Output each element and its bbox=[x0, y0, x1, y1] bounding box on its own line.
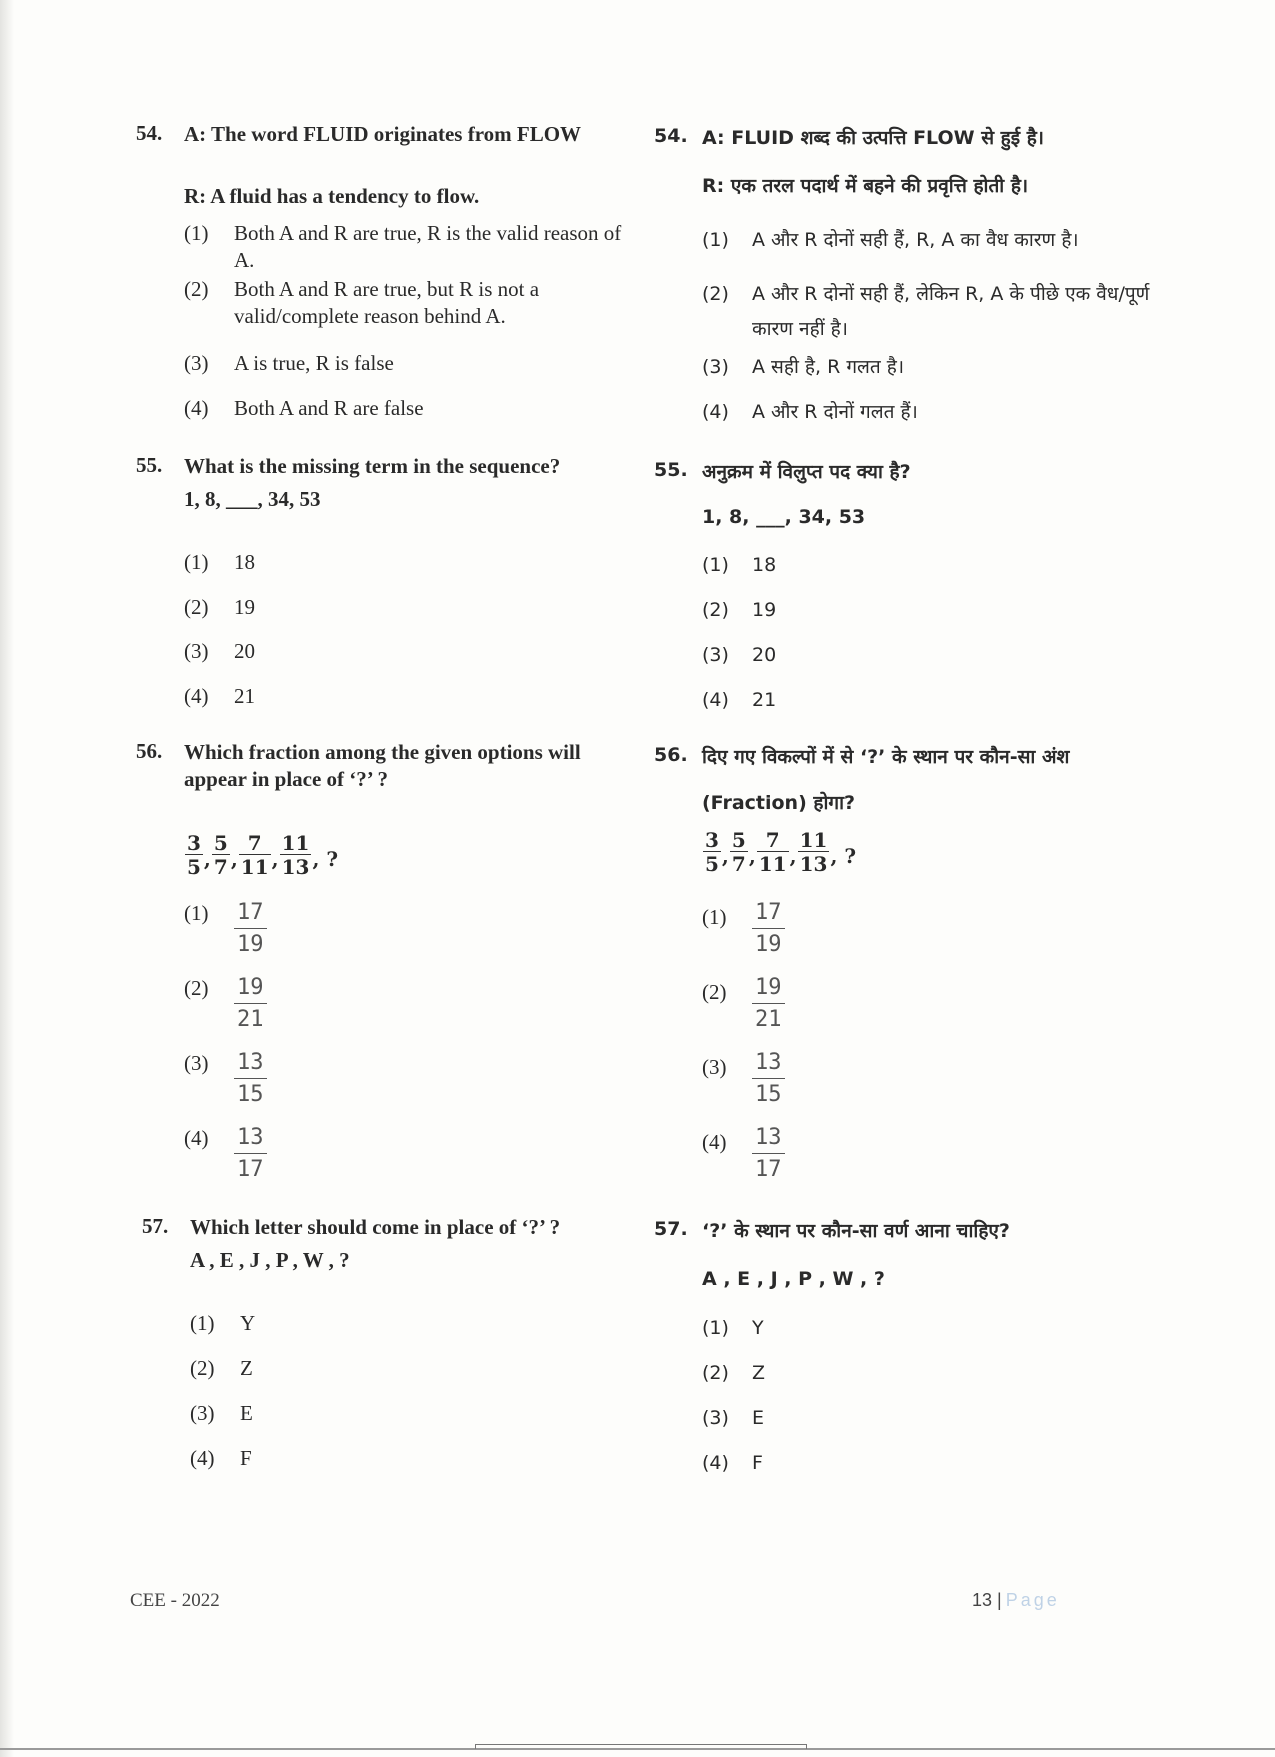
option-text: Z bbox=[752, 1362, 766, 1384]
option-number: (4) bbox=[702, 401, 729, 423]
option-text: Z bbox=[240, 1356, 253, 1380]
question-number: 54. bbox=[136, 121, 163, 145]
page-number-value: 13 bbox=[972, 1590, 993, 1610]
option-text: F bbox=[240, 1446, 252, 1470]
option-text: A और R दोनों गलत हैं। bbox=[752, 401, 918, 423]
option-number: (2) bbox=[190, 1356, 215, 1380]
option-text: E bbox=[752, 1407, 765, 1429]
option-text: F bbox=[752, 1452, 763, 1474]
option-number: (3) bbox=[702, 1407, 729, 1429]
sequence-fraction: $\frac{11}{13}$ bbox=[799, 828, 828, 876]
option-number: (1) bbox=[702, 229, 729, 251]
option-number: (4) bbox=[184, 1126, 209, 1150]
option-text: Both A and R are true, but R is not a valid/complete reason behind A. bbox=[234, 277, 540, 328]
question-text: What is the missing term in the sequence? bbox=[184, 454, 561, 478]
option-text: 18 bbox=[234, 550, 255, 574]
question-text: ‘?’ के स्थान पर कौन-सा वर्ण आना चाहिए? bbox=[702, 1220, 1010, 1242]
option-number: (2) bbox=[184, 595, 209, 619]
option-number: (3) bbox=[184, 1051, 209, 1075]
question-text: Which fraction among the given options will appear in place of ‘?’ ? bbox=[184, 740, 581, 791]
sequence-tail: , ? bbox=[830, 844, 857, 868]
option-text: A सही है, R गलत है। bbox=[752, 356, 905, 378]
fraction-sequence: $\frac{3}{5}$ , $\frac{5}{7}$ , $\frac{7}{11}$ , $\frac{11}{13}$ , ? bbox=[187, 831, 339, 879]
exam-name: CEE - 2022 bbox=[130, 1590, 220, 1611]
reason-text: R: एक तरल पदार्थ में बहने की प्रवृत्ति होती है। bbox=[702, 175, 1029, 197]
sequence-fraction: $\frac{3}{5}$ bbox=[187, 831, 201, 879]
fraction-sequence: $\frac{3}{5}$ , $\frac{5}{7}$ , $\frac{7}{11}$ , $\frac{11}{13}$ , ? bbox=[705, 828, 857, 876]
sequence: A , E , J , P , W , ? bbox=[702, 1268, 885, 1290]
option-number: (1) bbox=[702, 554, 729, 576]
question-number: 57. bbox=[654, 1218, 688, 1240]
question-number: 54. bbox=[654, 125, 688, 147]
option-text: 21 bbox=[752, 689, 777, 711]
option-text: A और R दोनों सही हैं, लेकिन R, A के पीछे एक वैध/पूर्ण कारण नहीं है। bbox=[752, 283, 1150, 340]
question-number: 55. bbox=[136, 453, 163, 477]
page-word: Page bbox=[1005, 1590, 1060, 1610]
option-number: (4) bbox=[190, 1446, 215, 1470]
option-number: (3) bbox=[190, 1401, 215, 1425]
question-number: 55. bbox=[654, 459, 688, 481]
sequence: A , E , J , P , W , ? bbox=[190, 1248, 350, 1272]
option-number: (3) bbox=[702, 1055, 727, 1079]
sequence-fraction: $\frac{11}{13}$ bbox=[281, 831, 310, 879]
option-number: (4) bbox=[184, 684, 209, 708]
option-text: 18 bbox=[752, 554, 777, 576]
option-number: (3) bbox=[702, 644, 729, 666]
option-number: (1) bbox=[702, 1317, 729, 1339]
sequence-fraction: $\frac{3}{5}$ bbox=[705, 828, 719, 876]
option-number: (1) bbox=[184, 901, 209, 925]
option-number: (1) bbox=[702, 905, 727, 929]
option-text: A और R दोनों सही हैं, R, A का वैध कारण है। bbox=[752, 229, 1079, 251]
option-text: A is true, R is false bbox=[234, 351, 394, 375]
question-text: अनुक्रम में विलुप्त पद क्या है? bbox=[702, 461, 911, 483]
option-number: (2) bbox=[184, 976, 209, 1000]
sequence-tail: , ? bbox=[312, 847, 339, 871]
sequence-fraction: $\frac{5}{7}$ bbox=[731, 828, 746, 876]
option-text: Y bbox=[752, 1317, 764, 1339]
question-text: Which letter should come in place of ‘?’ ? bbox=[190, 1215, 561, 1239]
option-number: (4) bbox=[702, 1452, 729, 1474]
question-number: 56. bbox=[654, 744, 688, 766]
sequence-fraction: $\frac{7}{11}$ bbox=[758, 828, 787, 876]
bottom-tab-mark bbox=[475, 1744, 807, 1749]
sequence: 1, 8, ___, 34, 53 bbox=[702, 506, 866, 528]
option-text: E bbox=[240, 1401, 253, 1425]
option-number: (3) bbox=[184, 639, 209, 663]
option-number: (2) bbox=[702, 599, 729, 621]
question-text: दिए गए विकल्पों में से ‘?’ के स्थान पर कौन-सा अंश (Fraction) होगा? bbox=[702, 746, 1070, 814]
page-edge-shadow bbox=[0, 0, 14, 1757]
option-number: (1) bbox=[184, 550, 209, 574]
option-fraction: 17 19 bbox=[234, 898, 267, 961]
option-fraction: 17 19 bbox=[752, 898, 785, 961]
option-number: (1) bbox=[190, 1311, 215, 1335]
option-number: (4) bbox=[702, 1130, 727, 1154]
option-fraction: 13 17 bbox=[752, 1123, 785, 1186]
option-number: (1) bbox=[184, 221, 209, 245]
question-number: 56. bbox=[136, 739, 163, 763]
assertion-text: A: FLUID शब्द की उत्पत्ति FLOW से हुई है। bbox=[702, 127, 1044, 149]
assertion-text: A: The word FLUID originates from FLOW bbox=[184, 122, 582, 146]
option-number: (3) bbox=[184, 351, 209, 375]
option-text: 19 bbox=[234, 595, 255, 619]
option-text: Both A and R are true, R is the valid reason of A. bbox=[234, 221, 622, 272]
question-number: 57. bbox=[142, 1214, 169, 1238]
option-fraction: 19 21 bbox=[234, 973, 267, 1036]
sequence-fraction: $\frac{5}{7}$ bbox=[213, 831, 228, 879]
sequence-fraction: $\frac{7}{11}$ bbox=[240, 831, 269, 879]
option-number: (2) bbox=[702, 980, 727, 1004]
option-fraction: 19 21 bbox=[752, 973, 785, 1036]
option-fraction: 13 15 bbox=[234, 1048, 267, 1111]
option-number: (4) bbox=[184, 396, 209, 420]
reason-text: R: A fluid has a tendency to flow. bbox=[184, 184, 480, 208]
option-text: 20 bbox=[752, 644, 777, 666]
page-separator: | bbox=[997, 1590, 1002, 1610]
option-number: (2) bbox=[184, 277, 209, 301]
option-fraction: 13 15 bbox=[752, 1048, 785, 1111]
option-text: Y bbox=[240, 1311, 256, 1335]
sequence: 1, 8, ___, 34, 53 bbox=[184, 487, 321, 511]
option-text: 19 bbox=[752, 599, 777, 621]
option-number: (2) bbox=[702, 283, 729, 305]
option-text: Both A and R are false bbox=[234, 396, 424, 420]
option-text: 20 bbox=[234, 639, 255, 663]
option-fraction: 13 17 bbox=[234, 1123, 267, 1186]
page-number bbox=[972, 1590, 1060, 1611]
option-number: (4) bbox=[702, 689, 729, 711]
option-number: (2) bbox=[702, 1362, 729, 1384]
option-number: (3) bbox=[702, 356, 729, 378]
option-text: 21 bbox=[234, 684, 255, 708]
